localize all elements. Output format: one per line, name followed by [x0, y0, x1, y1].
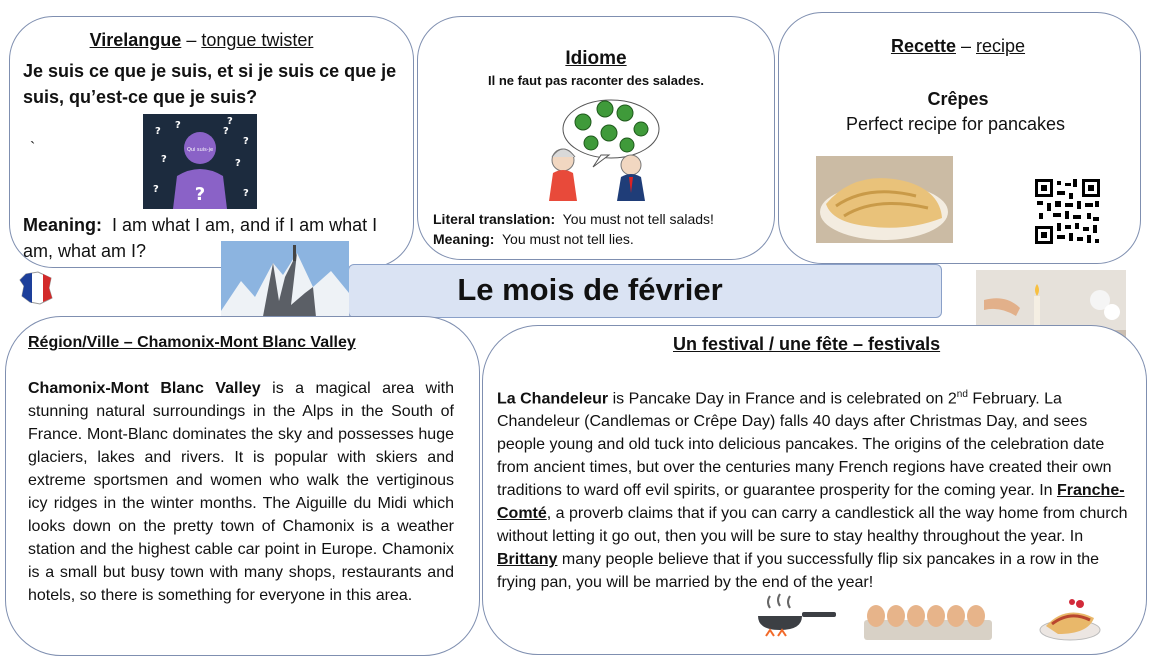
svg-text:?: ?: [161, 154, 167, 165]
festival-lead: La Chandeleur: [497, 390, 609, 408]
festival-p1-sup: nd: [956, 389, 968, 400]
festival-p3: many people believe that if you successfully flip six pancakes in a row in the frying pan, you will be married by the end of the year!: [497, 551, 1100, 592]
svg-text:?: ?: [223, 126, 229, 137]
festival-body: [497, 383, 1130, 594]
region-heading: Région/Ville – Chamonix-Mont Blanc Valley: [28, 334, 356, 351]
svg-text:?: ?: [153, 184, 159, 195]
tongue-twister-text: Je suis ce que je suis, et si je suis ce que je suis, qu’est-ce que je suis?: [23, 61, 397, 107]
stray-mark: `: [30, 140, 36, 157]
recipe-heading-en: recipe: [976, 36, 1026, 56]
region-body-text: is a magical area with stunning natural surroundings in the Alps in the South of France. Mont-Blanc dominates the sky and possesses huge glaciers, lakes and rivers. It is popular with skiers and extreme sportsmen and women who walk the vertiginous icy ridges in the winter months. The Aiguille du Midi which looks down on the pretty town of Chamonix is a weather station and the highest cable car point in Europe. Chamonix is a small but busy town with many shops, restaurants and hotels, so there is something for everyone in this area.: [28, 380, 454, 604]
tongue-twister-meaning-label: Meaning:: [23, 215, 102, 235]
idiom-heading-text: Idiome: [565, 48, 627, 69]
region-lead: Chamonix-Mont Blanc Valley: [28, 380, 261, 397]
festival-p1a: is Pancake Day in France and is celebrated on 2: [608, 390, 957, 408]
recipe-qr-code[interactable]: [1035, 179, 1100, 244]
tongue-twister-heading-en: tongue twister: [201, 30, 314, 50]
page-title: Le mois de février: [457, 272, 723, 307]
tongue-twister-heading-fr: Virelangue: [89, 30, 182, 50]
question-person-icon: [143, 114, 257, 209]
salad-talk-icon: [543, 97, 665, 201]
festival-p1b: February. La Chandeleur (Candlemas or Crêpe Day) falls 40 days after Christmas Day, and sees people young and old tuck into delicious pancakes. The origins of the celebration date from ancient times, but over the centuries many French regions have created their own traditions to ward off evil spirits, or guarantee prosperity for the coming year. In: [497, 390, 1112, 500]
recipe-heading: [778, 36, 1138, 57]
crepes-photo: [816, 156, 953, 243]
idiom-heading: [417, 48, 775, 70]
who-am-i-image-label: Qui suis-je: [186, 147, 214, 153]
svg-text:?: ?: [243, 188, 249, 199]
svg-text:?: ?: [155, 126, 161, 137]
idiom-phrase: Il ne faut pas raconter des salades.: [487, 73, 705, 88]
svg-text:?: ?: [235, 158, 241, 169]
who-am-i-image: [143, 114, 257, 209]
eggs-tray-icon: [862, 598, 994, 642]
french-flag-map-icon: [18, 270, 54, 306]
svg-text:?: ?: [194, 184, 206, 205]
qr-code-icon: [1035, 179, 1100, 244]
recipe-subtitle: Perfect recipe for pancakes: [845, 114, 1066, 134]
festival-place-franche-comte: Franche-Comté: [497, 482, 1125, 523]
frying-pan-icon: [752, 592, 840, 642]
festival-place-brittany: Brittany: [497, 551, 558, 569]
tongue-twister-meaning: [23, 212, 408, 264]
svg-text:?: ?: [175, 120, 181, 131]
svg-text:?: ?: [243, 136, 249, 147]
svg-text:?: ?: [227, 116, 233, 127]
idiom-meaning-label: Meaning:: [433, 231, 495, 247]
recipe-heading-sep: –: [955, 36, 976, 56]
tongue-twister-heading: [14, 30, 389, 51]
festival-p2: , a proverb claims that if you can carry a candlestick all the way home from church without letting it go out, then you will be sure to stay healthy throughout the year. In: [497, 505, 1128, 546]
region-body: [28, 377, 454, 607]
festival-heading: Un festival / une fête – festivals: [673, 334, 941, 354]
idiom-literal-text: You must not tell salads!: [562, 211, 714, 227]
salad-cartoon-image: [543, 97, 665, 201]
recipe-dish: Crêpes: [927, 89, 989, 109]
idiom-literal-label: Literal translation:: [433, 211, 556, 227]
tongue-twister-meaning-text: I am what I am, and if I am what I am, what am I?: [23, 215, 378, 261]
idiom-literal: [433, 211, 773, 227]
crepe-plate-icon: [1036, 588, 1104, 642]
mountain-photo: [221, 241, 349, 327]
idiom-meaning: [433, 231, 773, 247]
idiom-meaning-text: You must not tell lies.: [501, 231, 634, 247]
recipe-heading-fr: Recette: [890, 36, 956, 56]
tongue-twister-heading-sep: –: [181, 30, 202, 50]
